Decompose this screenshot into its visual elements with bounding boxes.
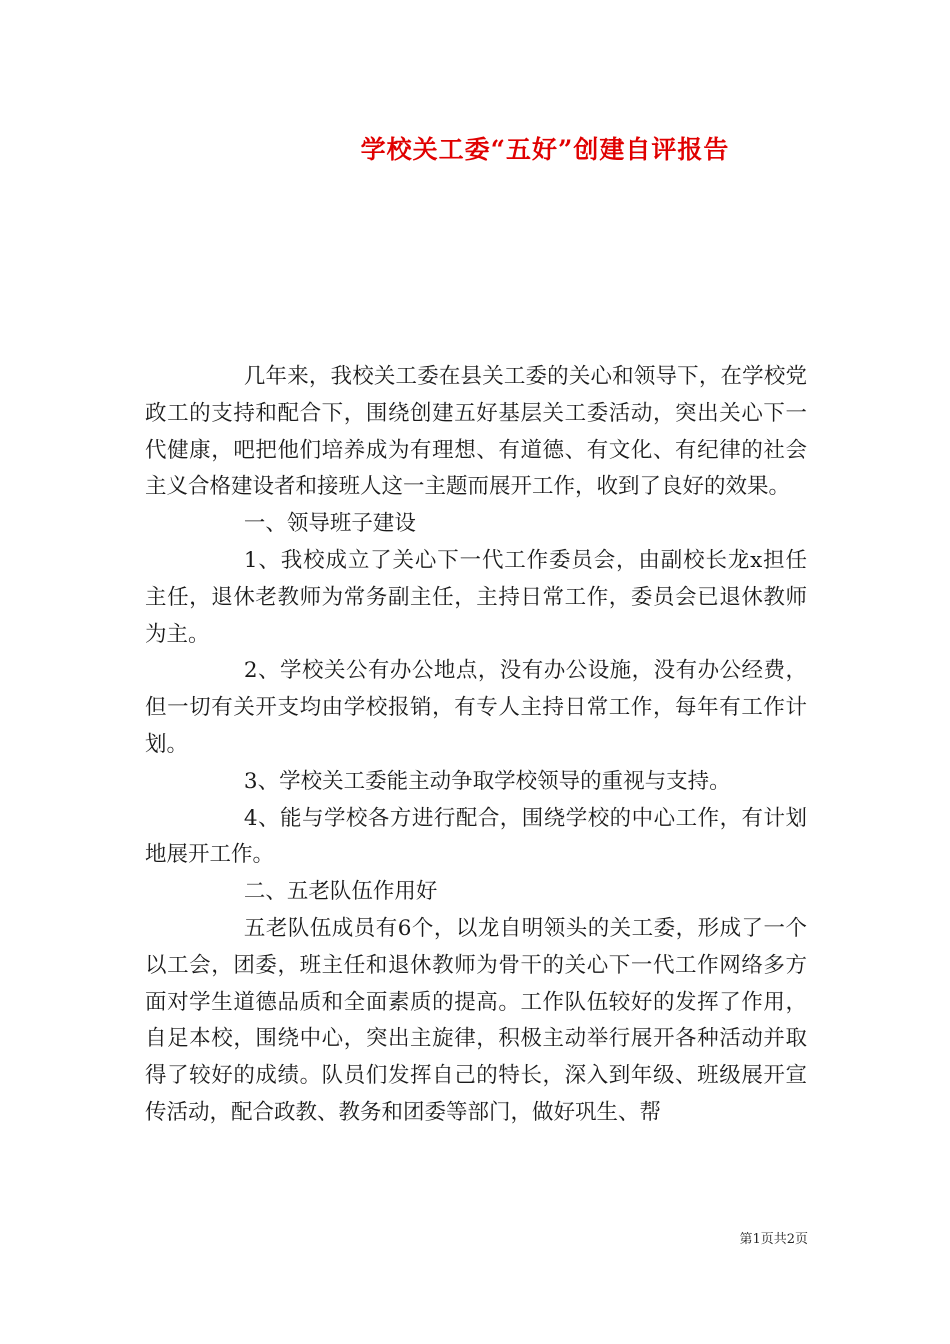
section-heading-team: 二、五老队伍作用好 [243,879,438,905]
item-paragraph-2: 2、学校关公有办公地点，没有办公设施，没有办公经费，但一切有关开支均由学校报销，有专人主持日常工作，每年有工作计划。 [145,658,807,757]
item-paragraph-3: 3、学校关工委能主动争取学校领导的重视与支持。 [243,768,731,794]
document-title: 学校关工委“五好”创建自评报告 [360,135,730,164]
section-heading-leadership: 一、领导班子建设 [243,511,416,537]
page-number: 第1页共2页 [739,1232,808,1247]
team-paragraph: 五老队伍成员有6个，以龙自明领头的关工委，形成了一个以工会，团委，班主任和退休教师为骨干的关心下一代工作网络多方面对学生道德品质和全面素质的提高。工作队伍较好的发挥了作用，自足本校，围绕中心，突出主旋律，积极主动举行展开各种活动并取得了较好的成绩。队员们发挥自己的特长，深入到年级、班级展开宣传活动，配合政教、教务和团委等部门，做好巩生、帮 [145,915,807,1125]
document-body [145,359,807,1132]
item-paragraph-4: 4、能与学校各方进行配合，围绕学校的中心工作，有计划地展开工作。 [145,805,807,868]
item-paragraph-1: 1、我校成立了关心下一代工作委员会，由副校长龙x担任主任，退休老教师为常务副主任，主持日常工作，委员会已退休教师为主。 [145,547,807,647]
intro-paragraph: 几年来，我校关工委在县关工委的关心和领导下，在学校党政工的支持和配合下，围绕创建五好基层关工委活动，突出关心下一代健康，吧把他们培养成为有理想、有道德、有文化、有纪律的社会主义合格建设者和接班人这一主题而展开工作，收到了良好的效果。 [145,364,807,500]
